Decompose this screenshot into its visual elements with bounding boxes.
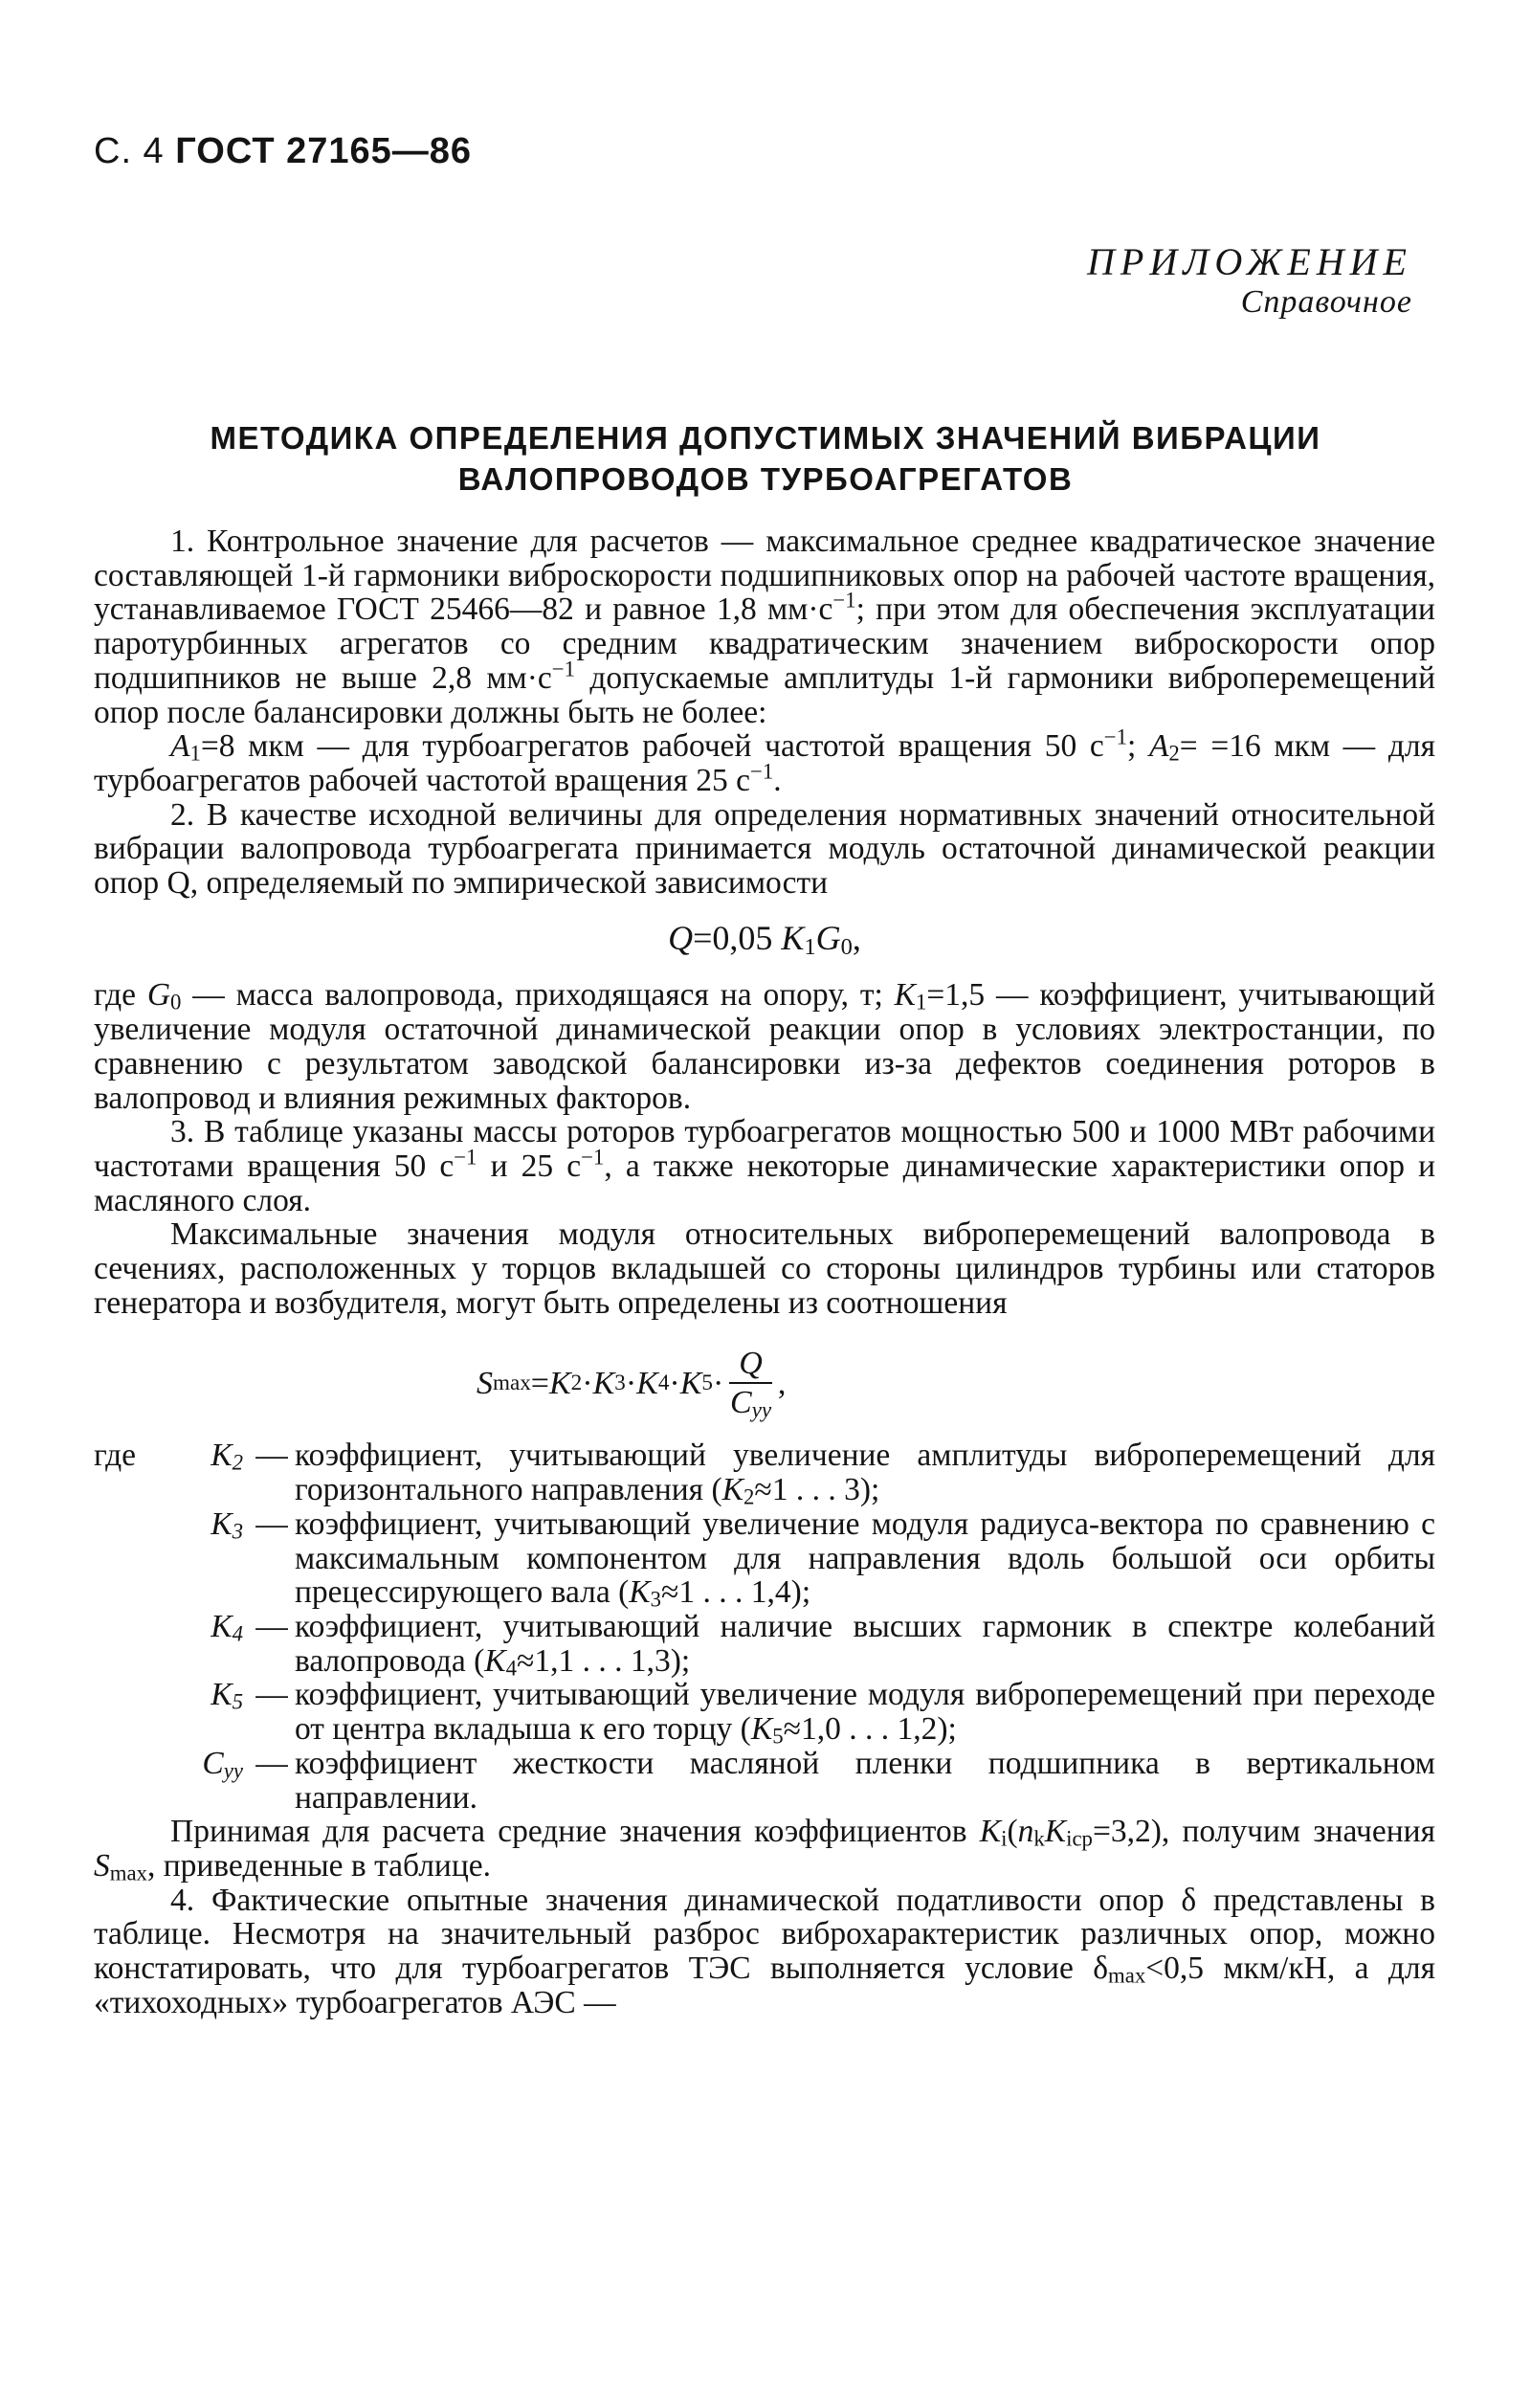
- document-body: [94, 524, 1435, 2019]
- paragraph-5: Максимальные значения модуля относительных виброперемещений валопровода в сечениях, расположенных у торцов вкладышей со стороны цилиндров турбины или статоров генератора и возбудителя, могут быть определены из соотношения: [94, 1216, 1435, 1321]
- document-title: [86, 417, 1445, 500]
- coef-k5-symbol: $K_5$: [211, 1677, 243, 1714]
- coef-k5-dash: —: [255, 1677, 288, 1713]
- page-header: [94, 131, 472, 172]
- paragraph-7: 4. Фактические опытные значения динамической податливости опор δ представлены в таблице. Несмотря на значительный разброс виброхарактеристик различных опор, можно констатировать, что для турбоагрегатов ТЭС выполняется условие $\delta_{max}<0,5$ мкм/кН, а для «тихоходных» турбоагрегатов АЭС —: [94, 1882, 1435, 2020]
- title-line-1: МЕТОДИКА ОПРЕДЕЛЕНИЯ ДОПУСТИМЫХ ЗНАЧЕНИЙ ВИБРАЦИИ: [210, 420, 1321, 456]
- appendix-type: Справочное: [1240, 284, 1412, 320]
- coef-k4-dash: —: [255, 1608, 288, 1644]
- formula-smax: S max = K 2 · K 3 · K 4 · K 5 · $\frac{Q}{C_{yy}}$ ,: [477, 1345, 787, 1424]
- coef-k5-text: коэффициент, учитывающий увеличение модуля виброперемещений при переходе от центра вкладыша к его торцу ($K_5\approx 1,0$ . . . 1,2);: [295, 1677, 1435, 1749]
- coef-cyy-text: коэффициент жесткости масляной пленки подшипника в вертикальном направлении.: [295, 1745, 1435, 1816]
- formula-q: Q=0,05 $K_1G_0$,: [668, 918, 861, 960]
- coef-k3-dash: —: [255, 1505, 288, 1542]
- paragraph-4: 3. В таблице указаны массы роторов турбоагрегатов мощностью 500 и 1000 МВт рабочими частотами вращения 50 $с^{-1}$ и 25 $с^{-1}$, а также некоторые динамические характеристики опор и масляного слоя.: [94, 1114, 1436, 1218]
- coef-k2-dash: —: [255, 1438, 288, 1474]
- coef-k2-text: коэффициент, учитывающий увеличение амплитуды виброперемещений для горизонтального направления ($K_2\approx 1$ . . . 3);: [295, 1438, 1435, 1509]
- page-number: С. 4: [94, 131, 165, 171]
- where-intro: где: [94, 1438, 136, 1474]
- title-line-2: ВАЛОПРОВОДОВ ТУРБОАГРЕГАТОВ: [457, 461, 1074, 497]
- paragraph-6: Принимая для расчета средние значения коэффициентов $K_i(n_kK_{icp}=3,2)$, получим значения $S_{max}$, приведенные в таблице.: [94, 1814, 1435, 1885]
- appendix-label: [1087, 241, 1412, 322]
- coef-cyy-dash: —: [255, 1745, 288, 1781]
- paragraph-2: 2. В качестве исходной величины для определения нормативных значений относительной вибрации валопровода турбоагрегата принимается модуль остаточной динамической реакции опор Q, определяемый по эмпирической зависимости: [94, 796, 1435, 902]
- coef-cyy-symbol: $C_{yy}$: [202, 1745, 243, 1783]
- standard-code: ГОСТ 27165—86: [175, 131, 473, 171]
- paragraph-3: где $G_0$ — масса валопровода, приходящаяся на опору, т; $K_1=1,5$ — коэффициент, учитывающий увеличение модуля остаточной динамической реакции опор в условиях электростанции, по сравнению с результатом заводской балансировки из-за дефектов соединения роторов в валопровод и влияния режимных факторов.: [94, 977, 1435, 1116]
- coef-k4-symbol: $K_4$: [211, 1608, 243, 1646]
- coef-k3-symbol: $K_3$: [211, 1505, 243, 1544]
- coefficient-definitions: [94, 1438, 1435, 1815]
- coef-k3-text: коэффициент, учитывающий увеличение модуля радиуса-вектора по сравнению с максимальным компонентом для направления вдоль большой оси орбиты прецессирующего вала ($K_3\approx 1$ . . . 1,4);: [295, 1505, 1435, 1612]
- paragraph-1-limits: $A_1=8$ мкм — для турбоагрегатов рабочей частотой вращения 50 $с^{-1}$; $A_2= =16$ мкм — для турбоагрегатов рабочей частотой вращения 25 $с^{-1}$.: [94, 725, 1435, 798]
- appendix-title: ПРИЛОЖЕНИЕ: [1087, 240, 1412, 283]
- formula-fraction: $\frac{Q}{C_{yy}}$: [729, 1345, 772, 1424]
- coef-k2-symbol: $K_2$: [211, 1438, 243, 1476]
- paragraph-1: 1. Контрольное значение для расчетов — максимальное среднее квадратическое значение составляющей 1-й гармоники виброскорости подшипниковых опор на рабочей частоте вращения, устанавливаемое ГОСТ 25466—82 и равное 1,8 $мм\cdot с^{-1}$; при этом для обеспечения эксплуатации паротурбинных агрегатов со средним квадратическим значением виброскорости опор подшипников не выше 2,8 $мм\cdot с^{-1}$ допускаемые амплитуды 1-й гармоники виброперемещений опор после балансировки должны быть не более:: [94, 524, 1435, 730]
- coef-k4-text: коэффициент, учитывающий наличие высших гармоник в спектре колебаний валопровода ($K_4\approx 1,1$ . . . 1,3);: [295, 1608, 1435, 1681]
